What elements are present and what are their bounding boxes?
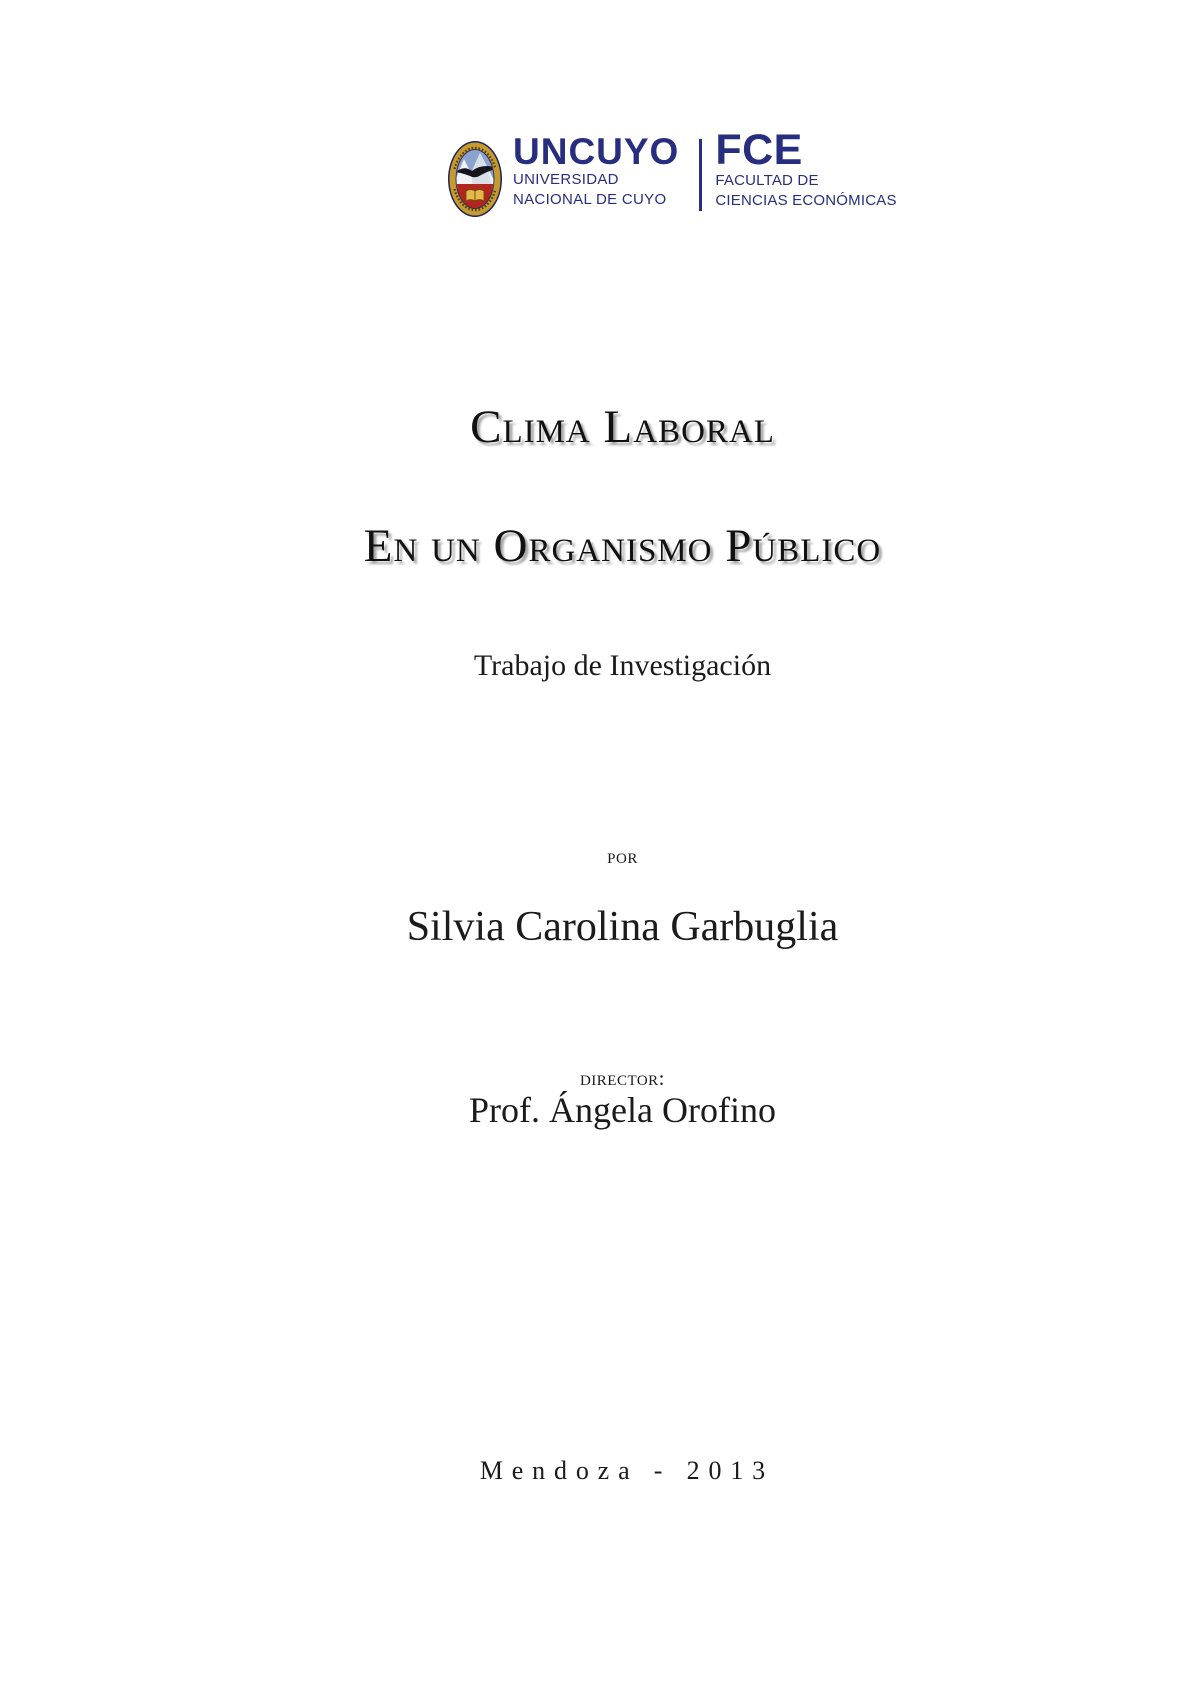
university-logo-text <box>513 133 679 210</box>
university-name-line2: NACIONAL DE CUYO <box>513 190 667 208</box>
document-title-line1: Clima Laboral <box>470 401 775 453</box>
university-name-line1: UNIVERSIDAD <box>513 171 619 188</box>
director-label: director: <box>579 1066 666 1090</box>
faculty-name-line1: FACULTAD DE <box>715 171 819 189</box>
author-name: Silvia Carolina Garbuglia <box>406 904 839 950</box>
logo-header <box>447 128 897 218</box>
faculty-logo-text <box>715 126 897 210</box>
university-acronym: UNCUYO <box>513 131 680 172</box>
logo-divider <box>699 139 702 211</box>
document-title-line2: En un Organismo Público <box>363 520 882 572</box>
place-year-footer: Mendoza - 2013 <box>479 1456 774 1485</box>
author-by-label: por <box>607 844 638 868</box>
uncuyo-crest-icon <box>447 140 503 218</box>
faculty-acronym: FCE <box>715 126 803 174</box>
director-name: Prof. Ángela Orofino <box>469 1090 776 1130</box>
document-subtitle: Trabajo de Investigación <box>473 649 772 682</box>
faculty-name-line2: CIENCIAS ECONÓMICAS <box>715 191 897 209</box>
